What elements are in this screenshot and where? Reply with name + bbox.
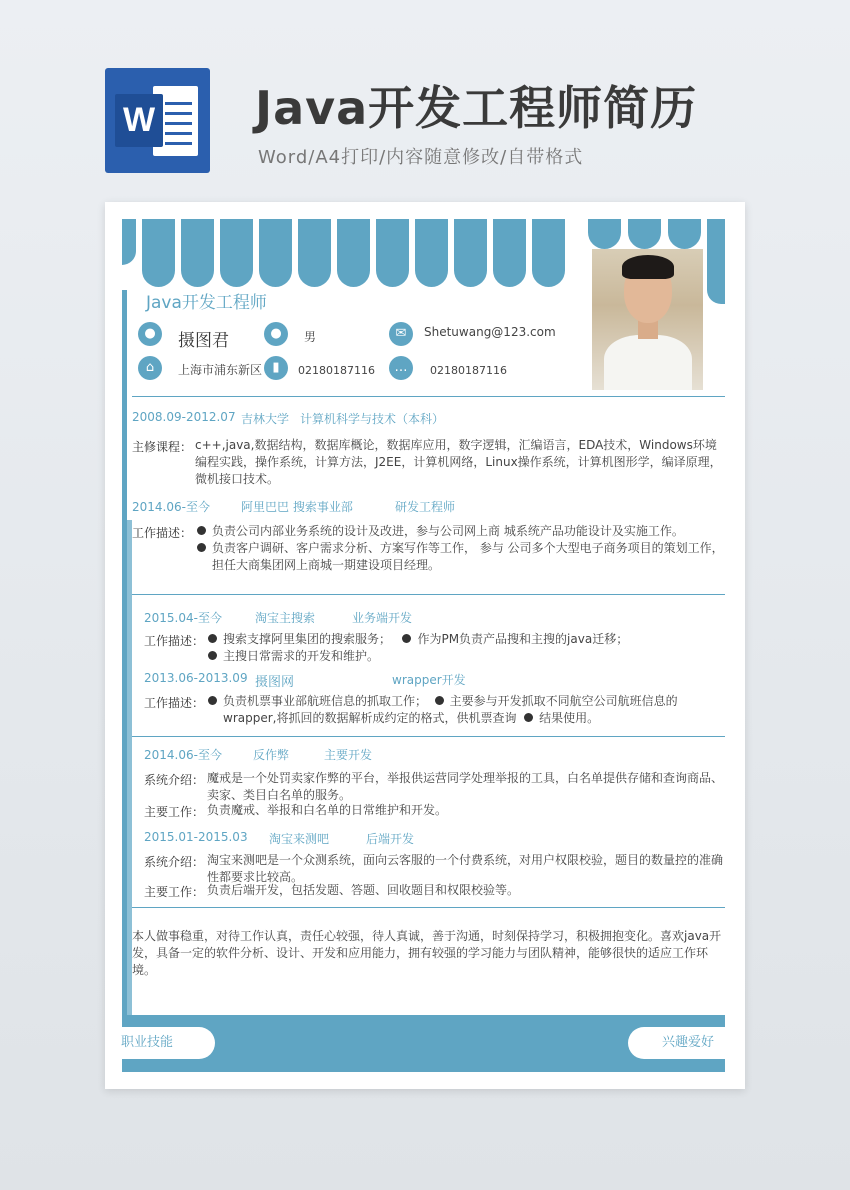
phone-value: 02180187116 xyxy=(298,364,375,377)
scallop xyxy=(298,219,331,287)
bullet-dot xyxy=(435,696,444,705)
self-evaluation-text: 本人做事稳重，对待工作认真，责任心较强，待人真诚，善于沟通，时刻保持学习，积极拥抱变化。喜欢java开发，具备一定的软件分析、设计、开发和应用能力，拥有较强的学习能力与团队精神，能够很快的适应工作环境。 xyxy=(132,929,722,977)
word-line xyxy=(165,132,192,135)
bullet-dot xyxy=(402,634,411,643)
chat-icon: … xyxy=(389,356,413,380)
scallop xyxy=(337,219,370,287)
project-date: 2015.01-2015.03 xyxy=(144,830,248,844)
word-line xyxy=(165,102,192,105)
bullet-dot xyxy=(208,696,217,705)
scallop xyxy=(707,219,725,304)
work-bullet-item: 负责公司内部业务系统的设计及改进，参与公司网上商 城系统产品功能设计及实施工作。 xyxy=(197,523,725,540)
work-role: 研发工程师 xyxy=(395,500,456,514)
bullet-dot xyxy=(197,543,206,552)
project-date: 2015.04-至今 xyxy=(144,611,222,625)
main-work-label: 主要工作： xyxy=(144,805,205,819)
project-desc-label: 工作描述： xyxy=(144,696,205,710)
project-date: 2014.06-至今 xyxy=(144,748,222,762)
scallop xyxy=(376,219,409,287)
project-bullets: 搜索支撑阿里集团的搜索服务； 作为PM负责产品搜和主搜的java迁移； xyxy=(208,631,725,648)
scallop xyxy=(668,219,701,249)
gender-value: 男 xyxy=(304,330,317,344)
divider xyxy=(132,907,725,908)
work-desc-label: 工作描述： xyxy=(132,526,193,540)
project-name: 摄图网 xyxy=(255,675,295,690)
scallop xyxy=(415,219,448,287)
word-line xyxy=(165,122,192,125)
system-intro-text: 魔戒是一个处罚卖家作弊的平台，举报供运营同学处理举报的工具，白名单提供存储和查询商品、卖家、类目白名单的服务。 xyxy=(207,771,724,802)
profile-photo xyxy=(592,249,703,390)
gender-icon: ● xyxy=(264,322,288,346)
project-role: 后端开发 xyxy=(366,832,415,846)
project-bullets: 负责机票事业部航班信息的抓取工作； 主要参与开发抓取不同航空公司航班信息的wrapper,将抓回的数据解析成约定的格式，供机票查询 结果使用。 xyxy=(208,693,725,727)
scallop xyxy=(532,219,565,287)
bullet-dot xyxy=(524,713,533,722)
page-title: Java开发工程师简历 xyxy=(255,81,698,135)
scallop xyxy=(259,219,292,287)
project-role: 主要开发 xyxy=(324,748,373,762)
courses-text: c++,java,数据结构，数据库概论，数据库应用，数字逻辑，汇编语言，EDA技术，Windows环境编程实践，操作系统，计算方法，J2EE，计算机网络，Linux操作系统，计算机图形学，编译原理，微机接口技术。 xyxy=(195,438,722,486)
edu-school: 吉林大学 xyxy=(241,412,290,426)
page-subtitle: Word/A4打印/内容随意修改/自带格式 xyxy=(258,147,584,168)
bullet-dot xyxy=(208,634,217,643)
phone-icon: ▮ xyxy=(264,356,288,380)
scallop xyxy=(181,219,214,287)
qq-value: 02180187116 xyxy=(430,364,507,377)
bullet-dot xyxy=(208,651,217,660)
word-line xyxy=(165,112,192,115)
user-icon: ● xyxy=(138,322,162,346)
courses-label: 主修课程： xyxy=(132,440,193,454)
scallop xyxy=(588,219,621,249)
scallop xyxy=(454,219,487,287)
system-intro-label: 系统介绍： xyxy=(144,855,205,869)
work-date: 2014.06-至今 xyxy=(132,500,210,514)
word-logo-icon xyxy=(105,68,210,173)
name-value: 摄图君 xyxy=(178,331,229,351)
work-company: 阿里巴巴 搜索事业部 xyxy=(241,500,353,514)
edu-major: 计算机科学与技术（本科） xyxy=(300,412,445,426)
project-date: 2013.06-2013.09 xyxy=(144,671,248,685)
system-intro-label: 系统介绍： xyxy=(144,773,205,787)
main-work-text: 负责后端开发，包括发题、答题、回收题目和权限校验等。 xyxy=(207,883,520,897)
word-letter: W xyxy=(115,94,163,147)
email-value: Shetuwang@123.com xyxy=(424,325,556,339)
work-bullet-item: 负责客户调研、客户需求分析、方案写作等工作， 参与 公司多个大型电子商务项目的策划工作，担任大商集团网上商城一期建设项目经理。 xyxy=(197,540,725,574)
bullet-dot xyxy=(197,526,206,535)
main-work-label: 主要工作： xyxy=(144,885,205,899)
divider xyxy=(132,594,725,595)
scallop xyxy=(220,219,253,287)
project-role: 业务端开发 xyxy=(352,611,413,625)
word-line xyxy=(165,142,192,145)
project-name: 淘宝来测吧 xyxy=(269,832,330,846)
scallop xyxy=(142,219,175,287)
email-icon: ✉ xyxy=(389,322,413,346)
tab-skills[interactable]: 职业技能 xyxy=(105,1027,215,1059)
project-bullets: 主搜日常需求的开发和维护。 xyxy=(208,648,725,665)
scallop xyxy=(122,219,136,265)
scallop xyxy=(628,219,661,249)
home-icon: ⌂ xyxy=(138,356,162,380)
address-value: 上海市浦东新区 xyxy=(178,363,263,377)
job-title: Java开发工程师 xyxy=(146,293,267,313)
system-intro-text: 淘宝来测吧是一个众测系统，面向云客服的一个付费系统，对用户权限校验，题目的数量控的准确性都要求比较高。 xyxy=(207,853,724,884)
project-name: 反作弊 xyxy=(253,748,290,762)
divider xyxy=(132,396,725,397)
project-role: wrapper开发 xyxy=(392,673,466,687)
divider xyxy=(132,736,725,737)
edu-date: 2008.09-2012.07 xyxy=(132,410,236,424)
scallop xyxy=(493,219,526,287)
project-desc-label: 工作描述： xyxy=(144,634,205,648)
tab-hobbies[interactable]: 兴趣爱好 xyxy=(628,1027,725,1059)
project-name: 淘宝主搜索 xyxy=(255,611,316,625)
main-work-text: 负责魔戒、举报和白名单的日常维护和开发。 xyxy=(207,803,448,817)
